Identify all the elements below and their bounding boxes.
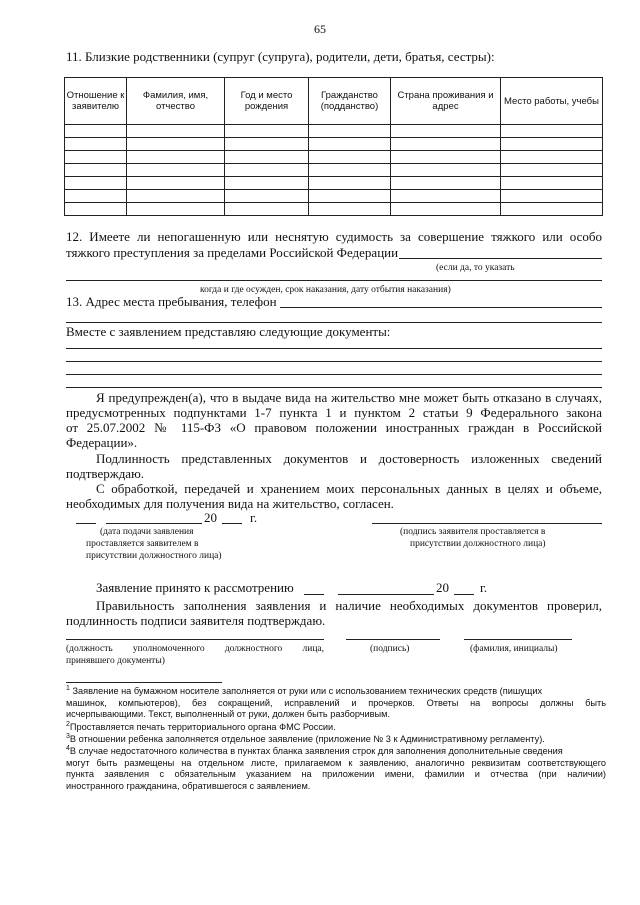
warning-line-3: от 25.07.2002 № 115-ФЗ «О правовом положении иностранных граждан в Российской: [66, 420, 602, 435]
official-name-line[interactable]: [464, 639, 572, 640]
date-hint-1: (дата подачи заявления: [100, 527, 194, 537]
footnote-3: [66, 734, 545, 746]
table-cell[interactable]: [309, 164, 391, 177]
address-input-line[interactable]: [280, 307, 602, 308]
official-hint-1: (должность уполномоченного должностного лица,: [66, 644, 324, 654]
table-cell[interactable]: [391, 177, 501, 190]
table-cell[interactable]: [225, 125, 309, 138]
table-cell[interactable]: [65, 125, 127, 138]
table-row: [65, 177, 603, 190]
documents-line-3[interactable]: [66, 374, 602, 375]
footnote-4-line-3: пункта заявления с обязательным указанием на приложении имени, фамилии и отчества (при наличии): [66, 769, 606, 779]
table-row: [65, 151, 603, 164]
table-cell[interactable]: [309, 177, 391, 190]
footnote-4: [66, 746, 606, 792]
documents-line-1[interactable]: [66, 348, 602, 349]
relatives-table-header: [65, 78, 603, 125]
warning-line-1: Я предупрежден(а), что в выдаче вида на жительство мне может быть отказано в случаях,: [96, 390, 602, 405]
table-cell[interactable]: [65, 151, 127, 164]
table-row: [65, 164, 603, 177]
table-cell[interactable]: [391, 190, 501, 203]
date-hint-2: проставляется заявителем в: [86, 539, 199, 549]
official-position-line[interactable]: [66, 639, 324, 640]
table-row: [65, 203, 603, 216]
documents-label: Вместе с заявлением представляю следующие документы:: [66, 324, 391, 339]
conviction-hint-2: когда и где осужден, срок наказания, дату отбытия наказания): [200, 285, 451, 295]
table-cell[interactable]: [65, 138, 127, 151]
table-cell[interactable]: [309, 138, 391, 151]
date-day-line[interactable]: [76, 523, 96, 524]
column-header-work: Место работы, учебы: [501, 78, 603, 125]
documents-line-4[interactable]: [66, 387, 602, 388]
official-hint-2: принявшего документы): [66, 656, 165, 666]
signature-hint-2: присутствии должностного лица): [410, 539, 546, 549]
conviction-input-line[interactable]: [399, 258, 602, 259]
footnote-2-marker: 2: [66, 720, 70, 728]
date-hint-3: присутствии должностного лица): [86, 551, 222, 561]
footnote-3-text: В отношении ребенка заполняется отдельное заявление (приложение № 3 к Административному регламенту).: [69, 734, 545, 744]
table-cell[interactable]: [391, 151, 501, 164]
conviction-details-line[interactable]: [66, 280, 602, 281]
table-cell[interactable]: [391, 125, 501, 138]
name-hint: (фамилия, инициалы): [470, 644, 558, 654]
acceptance-year-suffix: г.: [480, 580, 488, 595]
acceptance-year-line[interactable]: [454, 594, 474, 595]
applicant-signature-line[interactable]: [372, 523, 602, 524]
footnote-3-marker: 3: [66, 732, 70, 740]
table-cell[interactable]: [391, 203, 501, 216]
footnote-2-text: Проставляется печать территориального органа ФМС России.: [69, 722, 336, 732]
relatives-table: [64, 77, 603, 216]
table-cell[interactable]: [309, 151, 391, 164]
table-row: [65, 125, 603, 138]
footnote-1-marker: 1: [66, 684, 70, 692]
verification-line-1: Правильность заполнения заявления и наличие необходимых документов проверил,: [96, 598, 602, 613]
conviction-hint-1: (если да, то указать: [436, 263, 515, 273]
column-header-citizenship: Гражданство (подданство): [309, 78, 391, 125]
warning-line-4: Федерации».: [66, 435, 138, 450]
authenticity-line-2: подтверждаю.: [66, 466, 145, 481]
table-cell[interactable]: [225, 190, 309, 203]
footnote-1-line-1: Заявление на бумажном носителе заполняется от руки или с использованием технических средств (пишущих: [72, 686, 543, 696]
table-cell[interactable]: [127, 177, 225, 190]
column-header-residence: Страна проживания и адрес: [391, 78, 501, 125]
acceptance-day-line[interactable]: [304, 594, 324, 595]
table-cell[interactable]: [309, 125, 391, 138]
footnote-1-line-2: машинок, компьютеров), без сокращений, исправлений и прочерков. Ответы на вопросы должны быть: [66, 697, 606, 708]
signature-hint-1: (подпись заявителя проставляется в: [400, 527, 546, 537]
column-header-birth: Год и место рождения: [225, 78, 309, 125]
column-header-full-name: Фамилия, имя, отчество: [127, 78, 225, 125]
acceptance-label: Заявление принято к рассмотрению: [96, 580, 294, 595]
footnote-1: [66, 686, 606, 721]
section-12-line-1: 12. Имеете ли непогашенную или неснятую судимость за совершение тяжкого или особо: [66, 229, 602, 244]
address-input-line-2[interactable]: [66, 322, 602, 323]
date-month-line[interactable]: [106, 523, 202, 524]
table-cell[interactable]: [127, 190, 225, 203]
official-signature-line[interactable]: [346, 639, 440, 640]
table-cell[interactable]: [65, 203, 127, 216]
verification-line-2: подлинность подписи заявителя подтверждаю.: [66, 613, 326, 628]
table-row: [65, 190, 603, 203]
date-year-prefix: 20: [204, 510, 217, 525]
table-cell[interactable]: [501, 151, 603, 164]
table-cell[interactable]: [501, 125, 603, 138]
authenticity-line-1: Подлинность представленных документов и достоверность изложенных сведений: [96, 451, 602, 466]
table-cell[interactable]: [65, 164, 127, 177]
table-cell[interactable]: [127, 203, 225, 216]
table-cell[interactable]: [391, 138, 501, 151]
table-cell[interactable]: [309, 203, 391, 216]
table-cell[interactable]: [127, 151, 225, 164]
table-cell[interactable]: [65, 177, 127, 190]
table-cell[interactable]: [501, 177, 603, 190]
table-cell[interactable]: [501, 203, 603, 216]
footnote-4-line-4: иностранного гражданина, обратившегося с заявлением.: [66, 780, 311, 791]
section-13-label: 13. Адрес места пребывания, телефон: [66, 294, 277, 309]
signature-hint: (подпись): [370, 644, 410, 654]
consent-line-1: С обработкой, передачей и хранением моих персональных данных в целях и объеме,: [96, 481, 602, 496]
consent-line-2: необходимых для получения вида на жительство, согласен.: [66, 496, 394, 511]
table-cell[interactable]: [225, 164, 309, 177]
column-header-relation: Отношение к заявителю: [65, 78, 127, 125]
footnote-4-marker: 4: [66, 744, 70, 752]
table-cell[interactable]: [127, 138, 225, 151]
footnote-separator: [66, 682, 222, 683]
table-row: [65, 138, 603, 151]
table-cell[interactable]: [501, 190, 603, 203]
table-cell[interactable]: [225, 138, 309, 151]
date-year-line[interactable]: [222, 523, 242, 524]
page-number: 65: [314, 22, 326, 36]
acceptance-month-line[interactable]: [338, 594, 434, 595]
footnote-2: [66, 722, 336, 734]
table-cell[interactable]: [225, 203, 309, 216]
section-12-line-2: тяжкого преступления за пределами Российской Федерации: [66, 245, 399, 260]
footnote-4-line-1: В случае недостаточного количества в пунктах бланка заявления строк для заполнения дополнительные сведения: [69, 746, 563, 756]
date-year-suffix: г.: [250, 510, 258, 525]
table-cell[interactable]: [501, 138, 603, 151]
section-11-title: 11. Близкие родственники (супруг (супруга), родители, дети, братья, сестры):: [66, 49, 495, 64]
table-cell[interactable]: [225, 177, 309, 190]
table-cell[interactable]: [309, 190, 391, 203]
table-cell[interactable]: [65, 190, 127, 203]
table-cell[interactable]: [391, 164, 501, 177]
acceptance-year-prefix: 20: [436, 580, 449, 595]
footnote-4-line-2: могут быть размещены на отдельном листе, прилагаемом к заявлению, аналогично реквизитам соответствующего: [66, 757, 606, 768]
table-cell[interactable]: [127, 164, 225, 177]
warning-line-2: предусмотренных подпунктами 1-7 пункта 1 и пунктом 2 статьи 9 Федерального закона: [66, 405, 602, 420]
documents-line-2[interactable]: [66, 361, 602, 362]
table-cell[interactable]: [127, 125, 225, 138]
table-cell[interactable]: [501, 164, 603, 177]
footnote-1-line-3: исчерпывающими. Текст, выполненный от руки, должен быть разборчивым.: [66, 709, 391, 719]
table-cell[interactable]: [225, 151, 309, 164]
